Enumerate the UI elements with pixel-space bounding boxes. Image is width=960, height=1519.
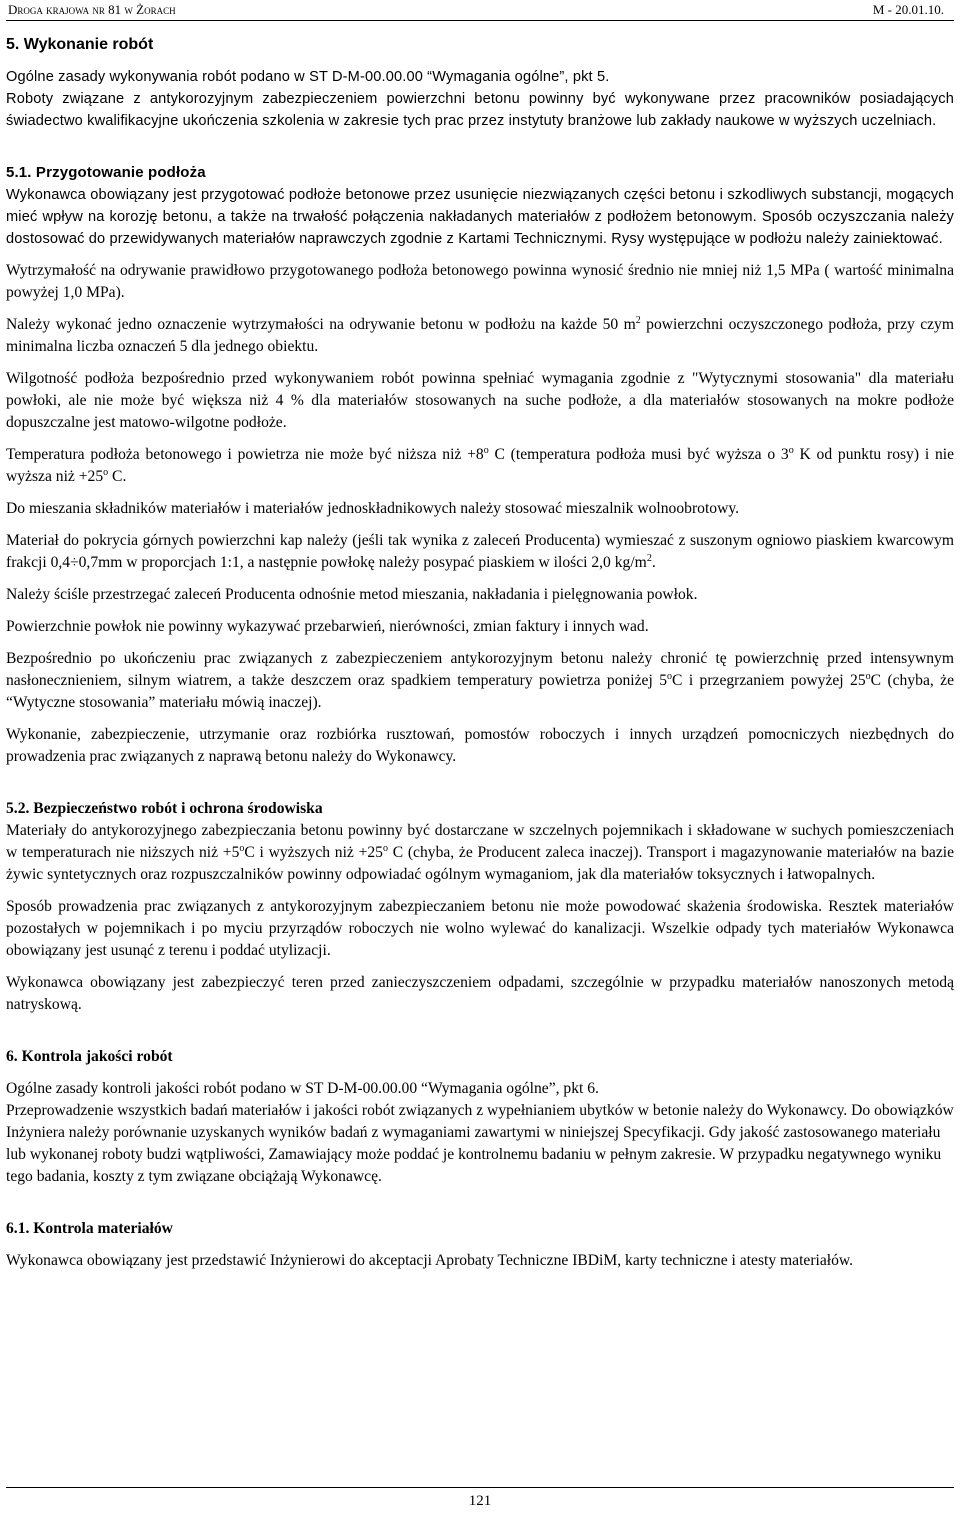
section-5-1-paragraph-8: Należy ściśle przestrzegać zaleceń Producenta odnośnie metod mieszania, nakładania i pielęgnowania powłok. [6, 586, 698, 603]
header-code: M - 20.01.10. [872, 2, 944, 17]
section-5-2-heading: 5.2. Bezpieczeństwo robót i ochrona środowiska [6, 800, 323, 817]
p7-text-a: Materiał do pokrycia górnych powierzchni kap należy (jeśli tak wynika z zaleceń Producenta) wymieszać z suszonym ogniowo piaskiem kwarcowym frakcji 0,4÷0,7mm w proporcjach 1:1, a następnie powłokę należy posypać piaskiem w ilości 2,0 kg/m [6, 532, 954, 571]
section-6-intro-line: Ogólne zasady kontroli jakości robót podano w ST D-M-00.00.00 “Wymagania ogólne”, pkt 6. [6, 1080, 599, 1097]
section-5-heading: 5. Wykonanie robót [6, 36, 154, 53]
p7-superscript: 2 [646, 552, 652, 564]
page-footer [6, 1487, 954, 1512]
section-5-intro-line: Ogólne zasady wykonywania robót podano w ST D-M-00.00.00 “Wymagania ogólne”, pkt 5. [6, 69, 610, 85]
section-5-1-paragraph-5 [6, 444, 954, 488]
p7-text-b: . [651, 554, 656, 571]
p10-text-a: Bezpośrednio po ukończeniu prac związanych z zabezpieczeniem antykorozyjnym betonu należy chronić tę powierzchnię przed intensywnym nasłonecznieniem, silnym wiatrem, a także deszczem oraz spadkiem temperatury powietrza poniżej 5 [6, 650, 954, 689]
section-5-2-paragraph-2: Sposób prowadzenia prac związanych z antykorozyjnym zabezpieczaniem betonu nie może powodować skażenia środowiska. Resztek materiałów pozostałych w pojemnikach i po myciu przyrządów roboczych nie wolno wylewać do kanalizacji. Wszelkie odpady tych materiałów Wykonawca obowiązany jest usunąć z terenu i poddać utylizacji. [6, 898, 954, 959]
p5-text-a: Temperatura podłoża betonowego i powietrza nie może być niższa niż +8 [6, 446, 484, 463]
p3-text-b: powierzchni oczyszczonego podłoża, przy czym minimalna liczba oznaczeń 5 dla jednego obiektu. [6, 316, 954, 355]
section-5-1-paragraph-6: Do mieszania składników materiałów i materiałów jednoskładnikowych należy stosować mieszalnik wolnoobrotowy. [6, 500, 740, 517]
page-number: 121 [468, 1493, 492, 1509]
p10-text-c: C (chyba, że “Wytyczne stosowania” materiału mówią inaczej). [6, 672, 955, 711]
p10-degree-1: o [667, 670, 673, 682]
section-5-1-title: 5.1. Przygotowanie podłoża [6, 164, 206, 181]
section-5-1-paragraph-4: Wilgotność podłoża bezpośrednio przed wykonywaniem robót powinna spełniać wymagania zgodnie z "Wytycznymi stosowania" dla materiału powłoki, ale nie może być większa niż 4 % dla materiałów stosowanych na suche podłoże, a dla materiałów stosowanych na mokre podłoże dopuszczalne jest matowo-wilgotne podłoże. [6, 370, 954, 431]
s52-p1-degree-1: o [239, 842, 245, 854]
section-5-1-paragraph-10 [6, 648, 954, 714]
section-6-1-paragraph-1: Wykonawca obowiązany jest przedstawić Inżynierowi do akceptacji Aprobaty Techniczne IBDiM, karty techniczne i atesty materiałów. [6, 1252, 854, 1269]
p10-text-b: C i przegrzaniem powyżej 25 [672, 672, 866, 689]
p5-degree-1: o [483, 444, 489, 456]
section-5-1-paragraph-3 [6, 314, 954, 358]
section-5-intro-text: Roboty związane z antykorozyjnym zabezpieczeniem powierzchni betonu powinny być wykonywane przez pracowników posiadających świadectwo kwalifikacyjne ukończenia szkolenia w zakresie tych prac przez instytuty branżowe lub zakłady naukowe w wyższych uczelniach. [6, 91, 954, 129]
p5-degree-3: o [103, 466, 109, 478]
p3-text-a: Należy wykonać jedno oznaczenie wytrzymałości na odrywanie betonu w podłożu na każde 50 m [6, 316, 636, 333]
p5-text-c: K od punktu rosy) i nie wyższa niż +25 [6, 446, 954, 485]
s52-p1-text-c: C (chyba, że Producent zaleca inaczej). Transport i magazynowanie materiałów na bazie żywic syntetycznych oraz rozpuszczalników powinny odpowiadać ogólnym wymaganiom, jak dla materiałów toksycznych i łatwopalnych. [6, 844, 954, 883]
s52-p1-text-b: C i wyższych niż +25 [244, 844, 383, 861]
header-title: Droga krajowa nr 81 w Żorach [8, 2, 176, 17]
s52-p1-text-a: Materiały do antykorozyjnego zabezpieczania betonu powinny być dostarczane w szczelnych pojemnikach i składowane w suchych pomieszczeniach w temperaturach nie niższych niż +5 [6, 822, 954, 861]
p10-degree-2: o [865, 670, 871, 682]
section-6-1-heading: 6.1. Kontrola materiałów [6, 1220, 173, 1237]
section-5-1-paragraph-11: Wykonanie, zabezpieczenie, utrzymanie oraz rozbiórka rusztowań, pomostów roboczych i innych urządzeń pomocniczych niezbędnych do prowadzenia prac związanych z naprawą betonu należy do Wykonawcy. [6, 726, 954, 765]
p5-degree-2: o [788, 444, 794, 456]
section-5-1-paragraph-7 [6, 530, 954, 574]
p5-text-d: C. [108, 468, 127, 485]
section-5-1-heading [6, 162, 954, 184]
s52-p1-degree-2: o [382, 842, 388, 854]
section-6-text: Przeprowadzenie wszystkich badań materiałów i jakości robót związanych z wypełnianiem ubytków w betonie należy do Wykonawcy. Do obowiązków Inżyniera należy porównanie uzyskanych wyników badań z wymaganiami zawartymi w niniejszej Specyfikacji. Gdy jakość zastosowanego materiału lub wykonanej roboty budzi wątpliwości, Zamawiający może poddać je kontrolnemu badaniu w pełnym zakresie. W przypadku negatywnego wyniku tego badania, koszty z tym związane obciążają Wykonawcę. [6, 1102, 954, 1185]
p5-text-b: C (temperatura podłoża musi być wyższa o 3 [488, 446, 789, 463]
section-5-1-paragraph-2: Wytrzymałość na odrywanie prawidłowo przygotowanego podłoża betonowego powinna wynosić średnio nie mniej niż 1,5 MPa ( wartość minimalna powyżej 1,0 MPa). [6, 262, 954, 301]
section-6-heading: 6. Kontrola jakości robót [6, 1048, 173, 1065]
p3-superscript: 2 [635, 314, 641, 326]
section-5-2-paragraph-1 [6, 820, 954, 886]
section-5-1-paragraph-1: Wykonawca obowiązany jest przygotować podłoże betonowe przez usunięcie niezwiązanych części betonu i szkodliwych substancji, mogących mieć wpływ na korozję betonu, a także na trwałość połączenia nakładanych materiałów z podłożem betonowym. Sposób oczyszczania należy dostosować do przewidywanych materiałów naprawczych zgodnie z Kartami Technicznymi. Rysy występujące w podłożu należy zainiektować. [6, 187, 954, 247]
document-body [6, 34, 954, 1272]
section-5-2-paragraph-3: Wykonawca obowiązany jest zabezpieczyć teren przed zanieczyszczeniem odpadami, szczególnie w przypadku materiałów nanoszonych metodą natryskową. [6, 974, 954, 1013]
section-5-1-paragraph-9: Powierzchnie powłok nie powinny wykazywać przebarwień, nierówności, zmian faktury i innych wad. [6, 618, 649, 635]
page-header [6, 0, 954, 21]
